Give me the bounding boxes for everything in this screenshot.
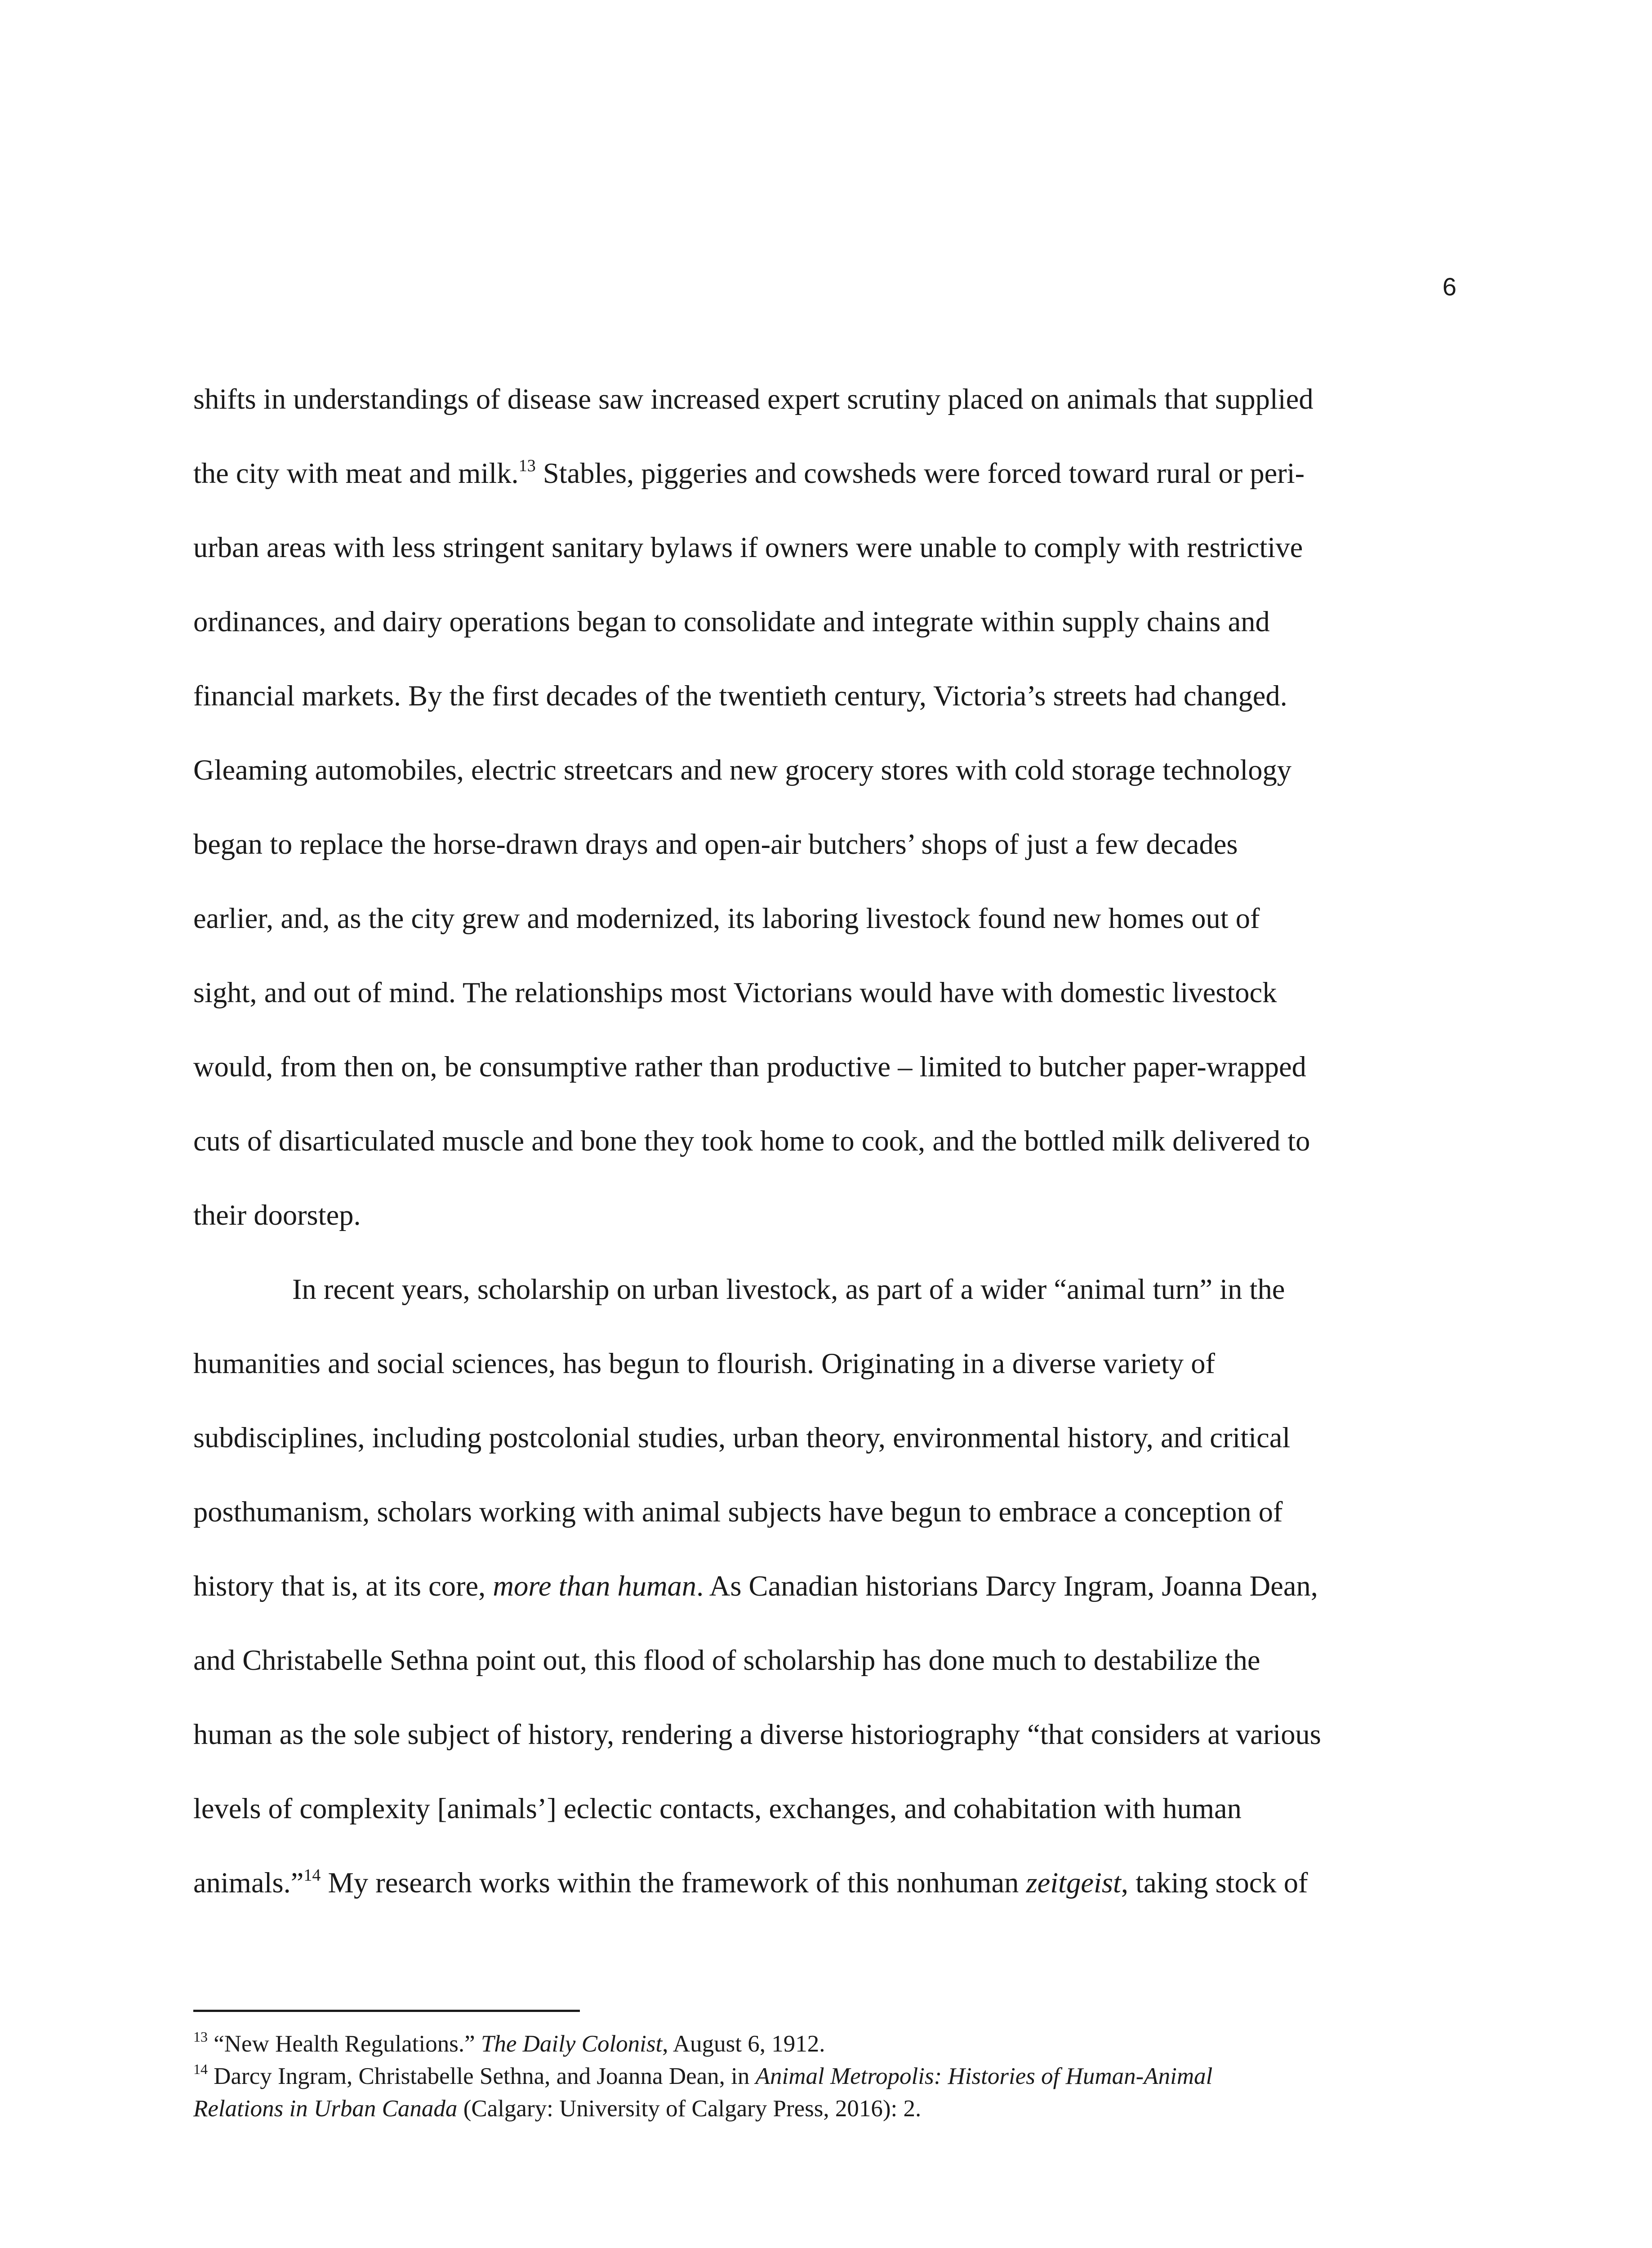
- paragraph-1-line: began to replace the horse-drawn drays and open-air butchers’ shops of just a few decades: [193, 828, 1238, 860]
- paragraph-1-line: earlier, and, as the city grew and modernized, its laboring livestock found new homes out of: [193, 902, 1260, 934]
- footnote-14-continued: [193, 2092, 1443, 2125]
- paragraph-2-line: human as the sole subject of history, rendering a diverse historiography “that considers at various: [193, 1718, 1321, 1750]
- footnote-reference: 14: [303, 1866, 321, 1885]
- paragraph-2-line: subdisciplines, including postcolonial studies, urban theory, environmental history, and critical: [193, 1422, 1291, 1454]
- footnote-13: [193, 2028, 1443, 2060]
- paragraph-1-line: Gleaming automobiles, electric streetcars and new grocery stores with cold storage technology: [193, 754, 1292, 786]
- emphasis: Animal Metropolis: Histories of Human-Animal: [755, 2063, 1213, 2089]
- paragraph-2-line: posthumanism, scholars working with animal subjects have begun to embrace a conception of: [193, 1496, 1283, 1528]
- paragraph-1-line: [193, 436, 1443, 510]
- footnote-separator: [193, 2010, 580, 2012]
- emphasis: Relations in Urban Canada: [193, 2096, 458, 2122]
- body-text: [193, 362, 1443, 1920]
- footnotes: [193, 2028, 1443, 2125]
- paragraph-2-line: humanities and social sciences, has begun to flourish. Originating in a diverse variety of: [193, 1347, 1216, 1379]
- text-run: (Calgary: University of Calgary Press, 2016): 2.: [457, 2096, 922, 2122]
- paragraph-2-line: [193, 1549, 1443, 1623]
- paragraph-1-line: financial markets. By the first decades of the twentieth century, Victoria’s streets had changed.: [193, 680, 1287, 712]
- text-run: , taking stock of: [1121, 1867, 1308, 1899]
- emphasis: zeitgeist: [1026, 1867, 1121, 1899]
- paragraph-1-line: shifts in understandings of disease saw increased expert scrutiny placed on animals that supplied: [193, 383, 1314, 415]
- paragraph-1-line: their doorstep.: [193, 1199, 361, 1231]
- footnote-number: 13: [193, 2029, 208, 2045]
- text-run: , August 6, 1912.: [662, 2031, 825, 2057]
- paragraph-1-line: would, from then on, be consumptive rather than productive – limited to butcher paper-wrapped: [193, 1051, 1306, 1083]
- paragraph-1-line: sight, and out of mind. The relationships most Victorians would have with domestic livestock: [193, 977, 1277, 1008]
- page-number: 6: [1442, 272, 1456, 301]
- paragraph-2-line: [193, 1846, 1443, 1920]
- emphasis: The Daily Colonist: [481, 2031, 663, 2057]
- paragraph-2-line: and Christabelle Sethna point out, this flood of scholarship has done much to destabilize the: [193, 1644, 1260, 1676]
- text-run: the city with meat and milk.: [193, 457, 519, 489]
- paragraph-2-line: levels of complexity [animals’] eclectic contacts, exchanges, and cohabitation with human: [193, 1793, 1242, 1824]
- footnote-number: 14: [193, 2061, 208, 2077]
- text-run: history that is, at its core,: [193, 1570, 493, 1602]
- text-run: Stables, piggeries and cowsheds were forced toward rural or peri-: [535, 457, 1305, 489]
- text-run: animals.”: [193, 1867, 304, 1899]
- text-run: “New Health Regulations.”: [208, 2031, 481, 2057]
- emphasis: more than human: [493, 1570, 697, 1602]
- text-run: Darcy Ingram, Christabelle Sethna, and Joanna Dean, in: [208, 2063, 756, 2089]
- footnote-reference: 13: [518, 456, 536, 475]
- footnote-14: [193, 2060, 1443, 2092]
- paragraph-2-line: In recent years, scholarship on urban livestock, as part of a wider “animal turn” in the: [292, 1273, 1285, 1305]
- paragraph-1-line: cuts of disarticulated muscle and bone they took home to cook, and the bottled milk delivered to: [193, 1125, 1310, 1157]
- text-run: My research works within the framework of this nonhuman: [321, 1867, 1026, 1899]
- text-run: . As Canadian historians Darcy Ingram, Joanna Dean,: [696, 1570, 1318, 1602]
- paragraph-1-line: ordinances, and dairy operations began to consolidate and integrate within supply chains and: [193, 606, 1270, 638]
- paragraph-1-line: urban areas with less stringent sanitary bylaws if owners were unable to comply with restrictive: [193, 531, 1303, 563]
